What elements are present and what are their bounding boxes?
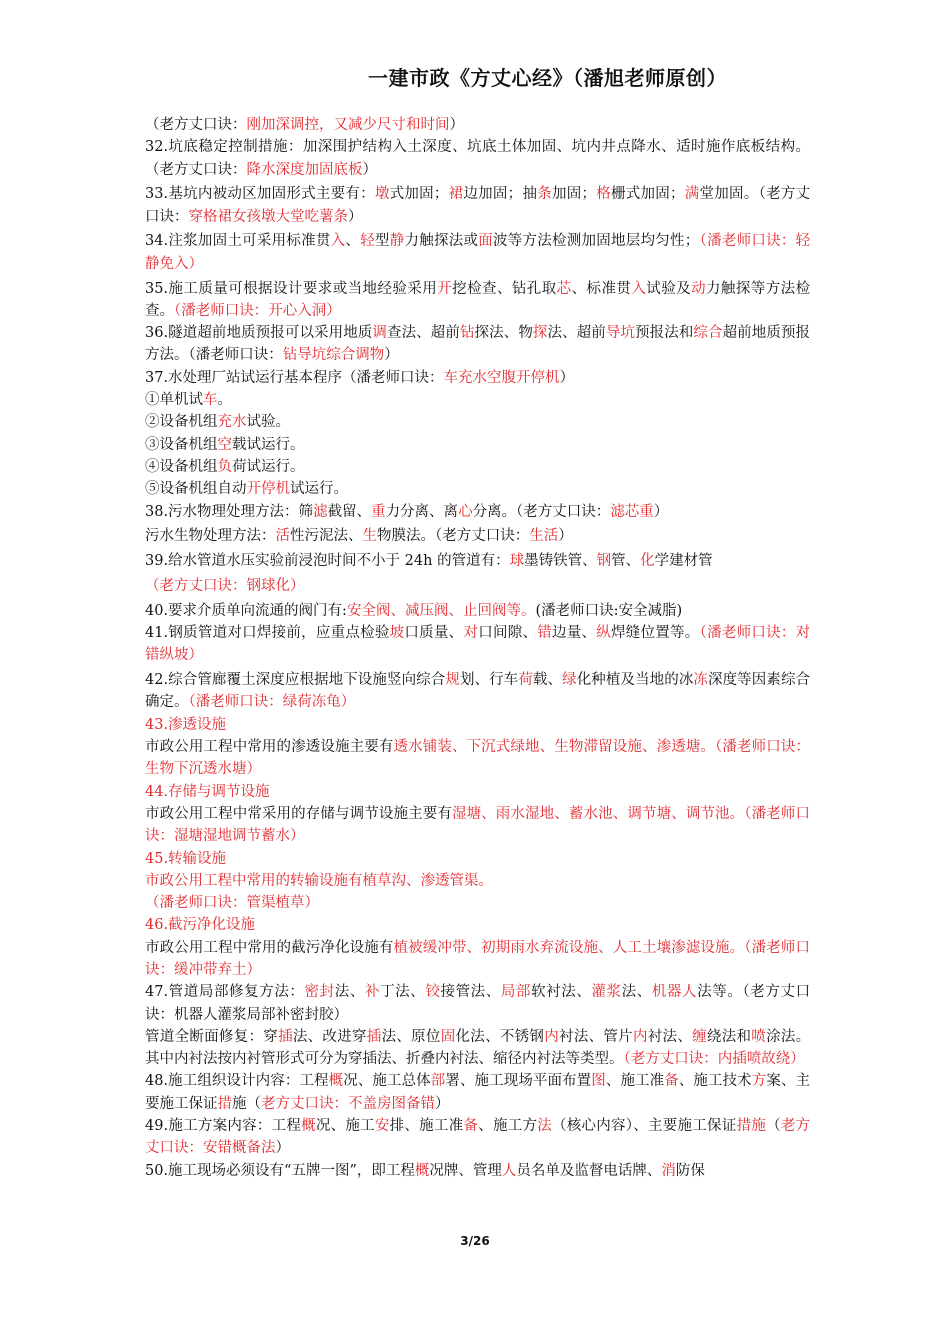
highlighted-text: 刚加深调控，又减少尺寸和时间 bbox=[246, 117, 450, 133]
paragraph bbox=[145, 914, 810, 936]
highlighted-text: 静 bbox=[389, 233, 405, 250]
highlighted-text: 球 bbox=[509, 553, 525, 570]
body-text: （老方丈口诀： bbox=[145, 117, 247, 133]
highlighted-text: 心 bbox=[458, 503, 473, 520]
body-text: 管道全断面修复：穿 bbox=[145, 1028, 279, 1045]
highlighted-text: 法 bbox=[537, 1118, 553, 1135]
paragraph bbox=[145, 981, 810, 1026]
paragraph bbox=[145, 848, 810, 870]
document-body bbox=[145, 114, 810, 1182]
body-text: 施（ bbox=[232, 1095, 261, 1112]
paragraph bbox=[145, 622, 810, 667]
highlighted-text: 安全阀、减压阀、止回阀等。 bbox=[346, 602, 536, 619]
body-text: 口质量、 bbox=[404, 625, 464, 642]
highlighted-text: （老方丈口诀：钢球化） bbox=[145, 577, 305, 594]
body-text: 荷试运行。 bbox=[232, 458, 305, 475]
body-text: 丁法、 bbox=[380, 984, 426, 1001]
highlighted-text: 活 bbox=[275, 528, 290, 545]
highlighted-text: 轻 bbox=[360, 233, 375, 250]
highlighted-text: 安 bbox=[374, 1118, 390, 1135]
highlighted-text: 滤芯重 bbox=[610, 503, 654, 520]
body-text: 33.基坑内被动区加固形式主要有： bbox=[145, 186, 375, 203]
body-text: 波等方法检测加固地层均匀性； bbox=[493, 233, 700, 250]
paragraph bbox=[145, 669, 810, 714]
highlighted-text: 插 bbox=[278, 1028, 293, 1045]
body-text: ①单机试 bbox=[145, 392, 203, 409]
highlighted-text: 概 bbox=[414, 1162, 430, 1179]
highlighted-text: 生活 bbox=[529, 528, 559, 545]
body-text: 试验。 bbox=[246, 414, 290, 431]
body-text: ） bbox=[435, 1095, 450, 1112]
body-text: 39.给水管道水压实验前浸泡时间不小于 24h 的管道有： bbox=[145, 553, 510, 570]
highlighted-text: 喷 bbox=[751, 1028, 767, 1045]
paragraph bbox=[145, 411, 810, 433]
body-text: ） bbox=[449, 117, 464, 133]
paragraph bbox=[145, 1026, 810, 1071]
body-text: 47.管道局部修复方法： bbox=[145, 984, 305, 1001]
body-text: 载、 bbox=[532, 672, 563, 689]
body-text: 化种植及当地的冰 bbox=[576, 672, 694, 689]
body-text: 预报法和 bbox=[635, 325, 694, 342]
highlighted-text: 措施 bbox=[736, 1118, 767, 1135]
body-text: 况、施工 bbox=[315, 1118, 375, 1135]
body-text: 分离。（老方丈口诀： bbox=[472, 503, 611, 520]
body-text: 力触探等方法检查。 bbox=[145, 280, 811, 319]
highlighted-text: 墩 bbox=[374, 186, 390, 203]
body-text: 法、 bbox=[334, 984, 365, 1001]
highlighted-text: （潘老师口诀：轻静免入） bbox=[145, 233, 811, 272]
body-text: 50.施工现场必须设有“五牌一图”，即工程 bbox=[145, 1162, 415, 1179]
highlighted-text: 钻导坑综合调物 bbox=[282, 347, 385, 364]
highlighted-text: 格 bbox=[595, 186, 611, 203]
body-text: 物膜法。（老方丈口诀： bbox=[377, 528, 530, 545]
body-text: ） bbox=[362, 161, 377, 178]
highlighted-text: 密封 bbox=[304, 984, 335, 1001]
highlighted-text: 内 bbox=[632, 1028, 648, 1045]
highlighted-text: 负 bbox=[217, 458, 232, 475]
body-text: 衬法、 bbox=[647, 1028, 693, 1045]
highlighted-text: 消 bbox=[661, 1162, 676, 1179]
body-text: 42.综合管廊覆土深度应根据地下设施竖向综合 bbox=[145, 672, 446, 689]
body-text: 案、主要施工保证 bbox=[145, 1073, 811, 1112]
highlighted-text: 规 bbox=[445, 672, 460, 689]
paragraph bbox=[145, 600, 810, 622]
body-text: 48.施工组织设计内容：工程 bbox=[145, 1073, 329, 1090]
paragraph bbox=[145, 550, 810, 572]
highlighted-text: 补 bbox=[364, 984, 381, 1001]
highlighted-text: 缠 bbox=[692, 1028, 707, 1045]
body-text: 截留、 bbox=[327, 503, 372, 520]
paragraph bbox=[145, 183, 810, 228]
paragraph bbox=[145, 736, 810, 781]
body-text: 管、 bbox=[611, 553, 641, 570]
highlighted-text: 内 bbox=[544, 1028, 560, 1045]
highlighted-text: 44.存储与调节设施 bbox=[145, 783, 270, 800]
body-text: ③设备机组 bbox=[145, 436, 218, 453]
highlighted-text: 导坑 bbox=[605, 325, 636, 342]
body-text: 员名单及监督电话牌、 bbox=[516, 1162, 662, 1179]
body-text: 力触探法或 bbox=[404, 233, 479, 250]
body-text: 法、改进穿 bbox=[292, 1028, 367, 1045]
body-text: ④设备机组 bbox=[145, 458, 218, 475]
highlighted-text: 重 bbox=[371, 503, 386, 520]
highlighted-text: 调 bbox=[372, 325, 387, 342]
highlighted-text: （老方丈口诀：内插喷故绕） bbox=[623, 1051, 805, 1068]
body-text: 法、超前 bbox=[547, 325, 606, 342]
body-text: ） bbox=[384, 347, 399, 364]
paragraph bbox=[145, 322, 810, 367]
body-text: ②设备机组 bbox=[145, 414, 218, 431]
body-text: 型 bbox=[374, 233, 390, 250]
body-text: 试运行。 bbox=[290, 481, 348, 498]
body-text: 况牌、管理 bbox=[429, 1162, 502, 1179]
paragraph bbox=[145, 575, 810, 597]
highlighted-text: （潘老师口诀：开心入洞） bbox=[174, 302, 341, 319]
paragraph bbox=[145, 136, 810, 181]
highlighted-text: 错 bbox=[537, 625, 552, 642]
body-text: 37.水处理厂站试运行基本程序（潘老师口诀： bbox=[145, 369, 444, 386]
highlighted-text: 图 bbox=[591, 1073, 606, 1090]
highlighted-text: 湿塘、雨水湿地、蓄水池、调节塘、调节池。（潘老师口诀：湿塘湿地调节蓄水） bbox=[145, 805, 811, 845]
highlighted-text: 对 bbox=[463, 625, 479, 642]
body-text: 加固； bbox=[551, 186, 596, 203]
highlighted-text: 空 bbox=[217, 436, 232, 453]
highlighted-text: 插 bbox=[366, 1028, 382, 1045]
highlighted-text: 灌浆 bbox=[591, 984, 622, 1001]
body-text: 市政公用工程中常用的截污净化设施有 bbox=[145, 939, 394, 956]
page-number: 3/26 bbox=[460, 1234, 490, 1248]
body-text: 化法、不锈钢 bbox=[455, 1028, 545, 1045]
highlighted-text: 裙 bbox=[448, 186, 464, 203]
paragraph bbox=[145, 714, 810, 736]
body-text: 涂法。其中内衬法按内衬管形式可分为穿插法、折叠内衬法、缩径内衬法等类型。 bbox=[145, 1028, 811, 1068]
body-text: 41.钢质管道对口焊接前，应重点检验 bbox=[145, 625, 390, 642]
paragraph bbox=[145, 278, 810, 323]
paragraph bbox=[145, 870, 810, 892]
body-text: 式加固； bbox=[389, 186, 449, 203]
body-text: 划、行车 bbox=[459, 672, 519, 689]
highlighted-text: 探 bbox=[532, 325, 548, 342]
highlighted-text: （潘老师口诀：管渠植草） bbox=[145, 895, 319, 912]
body-text: （核心内容）、主要施工保证 bbox=[552, 1118, 737, 1135]
paragraph bbox=[145, 114, 810, 136]
highlighted-text: 45.转输设施 bbox=[145, 850, 227, 867]
body-text: 绕法和 bbox=[706, 1028, 752, 1045]
body-text: 污水生物处理方法： bbox=[145, 528, 276, 545]
body-text: 深度等因素综合确定。 bbox=[145, 672, 811, 711]
highlighted-text: 综合 bbox=[693, 325, 723, 342]
body-text: 、施工准 bbox=[605, 1073, 665, 1090]
body-text: 49.施工方案内容：工程 bbox=[145, 1118, 302, 1135]
highlighted-text: 铰 bbox=[425, 984, 441, 1001]
highlighted-text: 备 bbox=[664, 1073, 679, 1090]
body-text: 软衬法、 bbox=[531, 984, 592, 1001]
highlighted-text: 概 bbox=[328, 1073, 344, 1090]
body-text: 超前地质预报方法。（潘老师口诀： bbox=[145, 325, 811, 364]
body-text: 力分离、离 bbox=[385, 503, 459, 520]
paragraph bbox=[145, 803, 810, 848]
body-text: 34.注浆加固土可采用标准贯 bbox=[145, 233, 331, 250]
highlighted-text: 芯 bbox=[556, 280, 572, 297]
body-text: 法、原位 bbox=[381, 1028, 441, 1045]
highlighted-text: 坡 bbox=[389, 625, 405, 642]
highlighted-text: 入 bbox=[631, 280, 647, 297]
paragraph bbox=[145, 389, 810, 411]
body-text: 、施工技术 bbox=[678, 1073, 752, 1090]
highlighted-text: （潘老师口诀：绿荷冻龟） bbox=[188, 694, 356, 711]
highlighted-text: 生 bbox=[362, 528, 377, 545]
highlighted-text: 车 bbox=[203, 392, 218, 409]
paragraph bbox=[145, 456, 810, 478]
body-text: 防保 bbox=[675, 1162, 705, 1179]
body-text: 、标准贯 bbox=[571, 280, 632, 297]
highlighted-text: 方 bbox=[751, 1073, 767, 1090]
paragraph bbox=[145, 937, 810, 982]
body-text: ） bbox=[558, 528, 573, 545]
body-text: ） bbox=[653, 503, 669, 520]
body-text: 探法、物 bbox=[474, 325, 533, 342]
highlighted-text: 固 bbox=[440, 1028, 456, 1045]
body-text: 边量、 bbox=[552, 625, 597, 642]
paragraph bbox=[145, 434, 810, 456]
highlighted-text: 概 bbox=[301, 1118, 316, 1135]
highlighted-text: 车充水空腹开停机 bbox=[443, 369, 560, 386]
highlighted-text: 满 bbox=[684, 186, 700, 203]
highlighted-text: 人 bbox=[501, 1162, 517, 1179]
body-text: 40.要求介质单向流通的阀门有: bbox=[145, 602, 347, 619]
highlighted-text: 冻 bbox=[693, 672, 708, 689]
highlighted-text: 充水 bbox=[217, 414, 247, 431]
highlighted-text: 绿 bbox=[562, 672, 577, 689]
body-text: 衬法、管片 bbox=[559, 1028, 633, 1045]
body-text: 口间隙、 bbox=[478, 625, 538, 642]
highlighted-text: 降水深度加固底板 bbox=[246, 161, 363, 178]
body-text: 36.隧道超前地质预报可以采用地质 bbox=[145, 325, 373, 342]
highlighted-text: 局部 bbox=[500, 984, 532, 1001]
body-text: 32.坑底稳定控制措施：加深围护结构入土深度、坑底土体加固、坑内井点降水、适时施作底板结构。（老方丈口诀： bbox=[145, 139, 810, 178]
body-text: 查法、超前 bbox=[387, 325, 460, 342]
paragraph bbox=[145, 525, 810, 547]
highlighted-text: 荷 bbox=[518, 672, 533, 689]
paragraph bbox=[145, 478, 810, 500]
highlighted-text: 入 bbox=[330, 233, 346, 250]
highlighted-text: 条 bbox=[537, 186, 552, 203]
highlighted-text: 化 bbox=[640, 553, 655, 570]
highlighted-text: 穿格裙女孩墩大堂吃薯条 bbox=[188, 208, 348, 225]
highlighted-text: 机器人 bbox=[651, 984, 698, 1001]
body-text: ） bbox=[275, 1140, 290, 1157]
highlighted-text: 市政公用工程中常用的转输设施有植草沟、渗透管渠。 bbox=[145, 872, 493, 889]
body-text: 市政公用工程中常用的渗透设施主要有 bbox=[145, 739, 394, 756]
highlighted-text: 植被缓冲带、初期雨水弃流设施、人工土壤渗滤设施。（潘老师口诀：缓冲带弃土） bbox=[145, 939, 810, 978]
body-text: (潘老师口诀:安全减脂) bbox=[535, 602, 683, 619]
body-text: 边加固；抽 bbox=[463, 186, 538, 203]
body-text: 性污泥法、 bbox=[290, 528, 363, 545]
highlighted-text: 老方丈口诀：安错概备法 bbox=[145, 1118, 811, 1157]
highlighted-text: 钻 bbox=[459, 325, 475, 342]
body-text: 载试运行。 bbox=[232, 436, 305, 453]
body-text: 。 bbox=[217, 392, 232, 409]
highlighted-text: 43.渗透设施 bbox=[145, 716, 227, 733]
highlighted-text: 46.截污净化设施 bbox=[145, 917, 256, 934]
body-text: 署、施工现场平面布置 bbox=[445, 1073, 592, 1090]
body-text: 学建材管 bbox=[654, 553, 713, 570]
highlighted-text: （潘老师口诀：对错纵坡） bbox=[145, 625, 811, 664]
body-text: ） bbox=[348, 208, 363, 225]
highlighted-text: 措 bbox=[217, 1095, 232, 1112]
body-text: 焊缝位置等。 bbox=[611, 625, 700, 642]
paragraph bbox=[145, 1070, 810, 1115]
paragraph bbox=[145, 1160, 810, 1182]
highlighted-text: 备 bbox=[463, 1118, 479, 1135]
highlighted-text: 透水铺装、下沉式绿地、生物滞留设施、渗透塘。（潘老师口诀：生物下沉透水塘） bbox=[145, 739, 810, 778]
body-text: 35.施工质量可根据设计要求或当地经验采用 bbox=[145, 280, 438, 297]
highlighted-text: 开 bbox=[437, 280, 453, 297]
paragraph bbox=[145, 781, 810, 803]
paragraph bbox=[145, 892, 810, 914]
body-text: 墨铸铁管、 bbox=[524, 553, 597, 570]
highlighted-text: 开停机 bbox=[246, 481, 290, 498]
highlighted-text: 滤 bbox=[313, 503, 328, 520]
body-text: 排、施工准 bbox=[389, 1118, 464, 1135]
body-text: ⑤设备机组自动 bbox=[145, 481, 247, 498]
highlighted-text: 动 bbox=[691, 280, 706, 297]
highlighted-text: 纵 bbox=[596, 625, 612, 642]
body-text: 堂加固。（老方丈口诀： bbox=[145, 186, 811, 225]
body-text: ） bbox=[559, 369, 575, 386]
body-text: 试验及 bbox=[646, 280, 692, 297]
body-text: 市政公用工程中常采用的存储与调节设施主要有 bbox=[145, 805, 452, 822]
page-title: 一建市政《方丈心经》（潘旭老师原创） bbox=[368, 66, 727, 90]
body-text: 、 bbox=[345, 233, 361, 250]
body-text: 挖检查、钻孔取 bbox=[452, 280, 557, 297]
highlighted-text: 钢 bbox=[596, 553, 612, 570]
body-text: 法等。（老方丈口诀：机器人灌浆局部补密封胶） bbox=[145, 984, 811, 1023]
highlighted-text: 部 bbox=[430, 1073, 446, 1090]
body-text: 38.污水物理处理方法：筛 bbox=[145, 503, 314, 520]
body-text: 、施工方 bbox=[478, 1118, 538, 1135]
paragraph bbox=[145, 501, 810, 523]
highlighted-text: 面 bbox=[478, 233, 493, 250]
body-text: 栅式加固； bbox=[611, 186, 685, 203]
body-text: 法、 bbox=[621, 984, 652, 1001]
paragraph bbox=[145, 1115, 810, 1160]
body-text: 况、施工总体 bbox=[343, 1073, 431, 1090]
paragraph bbox=[145, 230, 810, 275]
body-text: 接管法、 bbox=[440, 984, 501, 1001]
paragraph bbox=[145, 367, 810, 389]
highlighted-text: 老方丈口诀：不盖房图备错 bbox=[261, 1095, 435, 1112]
body-text: （ bbox=[766, 1118, 781, 1135]
